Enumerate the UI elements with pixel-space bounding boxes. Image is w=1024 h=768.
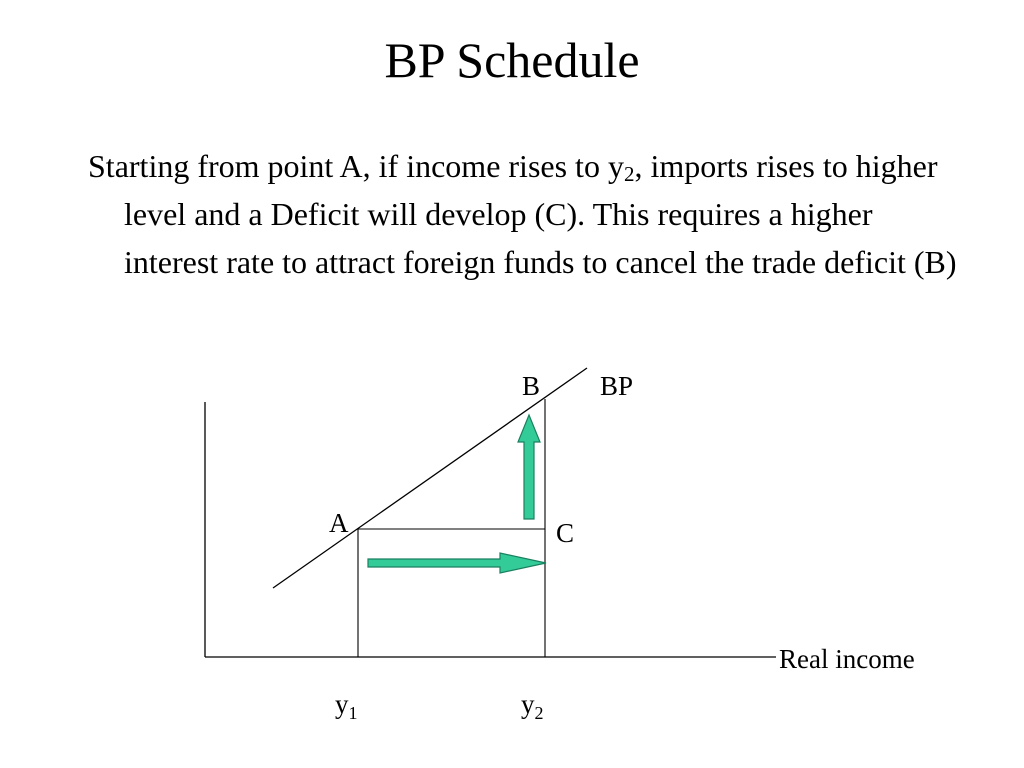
- tick-y2: $y_2$: [521, 689, 544, 723]
- point-b-label: B: [522, 371, 541, 401]
- x-axis-label: Real income: [779, 644, 915, 674]
- point-c-label: C: [556, 518, 575, 548]
- bp-curve: [273, 368, 587, 588]
- tick-y1: $y_1$: [335, 689, 358, 723]
- bp-curve-label: BP: [600, 371, 634, 401]
- paragraph-text-2: , imports rises to higher level and a Deficit will develop (C). This requires a higher interest rate to attract foreign funds to cancel the trade deficit (B): [124, 148, 957, 280]
- point-a-label: A: [329, 508, 349, 538]
- interest-rise-arrow: [518, 415, 540, 519]
- income-rise-arrow: [368, 553, 546, 573]
- paragraph-subscript: 2: [623, 162, 635, 186]
- paragraph-text-1: Starting from point A, if income rises to y: [88, 148, 624, 184]
- slide-title: BP Schedule: [384, 32, 640, 88]
